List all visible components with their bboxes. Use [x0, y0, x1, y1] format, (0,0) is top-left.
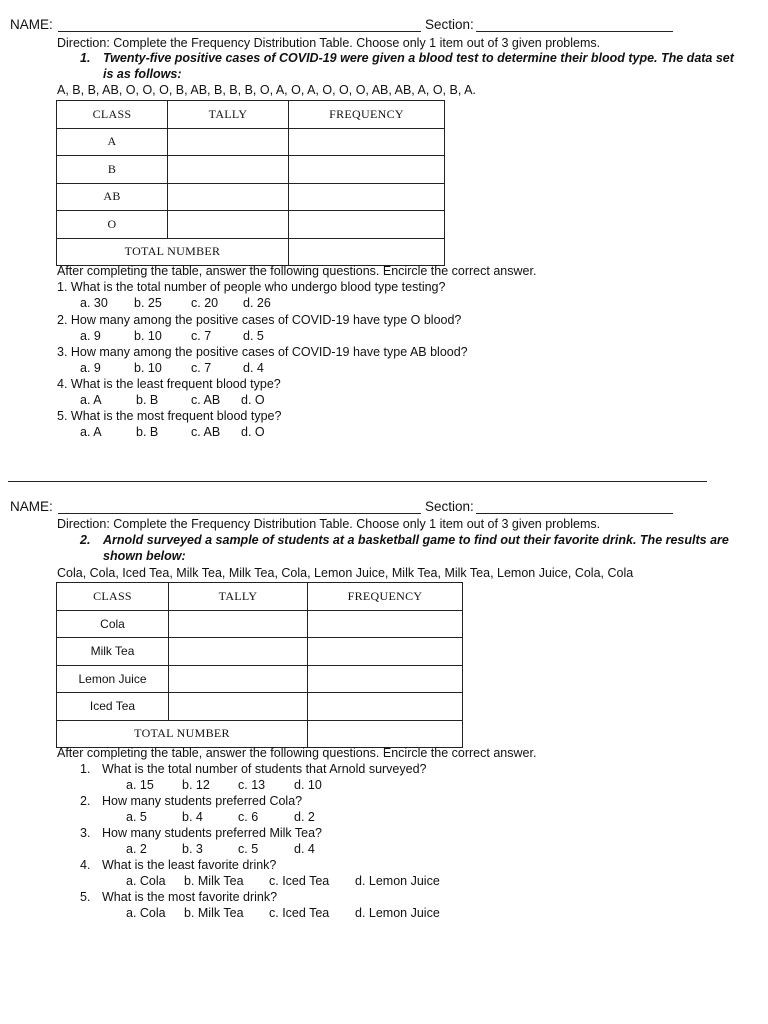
- header-tally: TALLY: [168, 101, 289, 129]
- cut-line-divider: [8, 481, 707, 482]
- direction-text: Direction: Complete the Frequency Distribution Table. Choose only 1 item out of 3 given problems.: [57, 36, 601, 50]
- problem-statement-line-2: is as follows:: [103, 67, 182, 81]
- choice-c[interactable]: c. 6: [238, 810, 259, 824]
- problem-statement-line-1: Twenty-five positive cases of COVID-19 were given a blood test to determine their blood type. The data set: [103, 51, 734, 65]
- choice-a[interactable]: a. Cola: [126, 906, 166, 920]
- choice-c[interactable]: c. 20: [191, 296, 219, 310]
- table-row: [57, 638, 463, 666]
- instructions: After completing the table, answer the following questions. Encircle the correct answer.: [57, 746, 537, 760]
- tally-cell[interactable]: [168, 156, 289, 184]
- choice-a[interactable]: a. 2: [126, 842, 147, 856]
- question-number: 2.: [80, 794, 91, 808]
- choice-c[interactable]: c. 7: [191, 329, 212, 343]
- name-label: NAME:: [10, 499, 53, 514]
- frequency-table: [56, 100, 445, 266]
- choice-a[interactable]: a. A: [80, 425, 102, 439]
- name-label: NAME:: [10, 17, 53, 32]
- table-total-row: [57, 238, 445, 266]
- question-4: What is the least favorite drink?: [102, 858, 277, 872]
- class-cell: Milk Tea: [57, 638, 169, 666]
- data-set: Cola, Cola, Iced Tea, Milk Tea, Milk Tea, Cola, Lemon Juice, Milk Tea, Milk Tea, Lemon Juice, Cola, Cola: [57, 566, 634, 580]
- table-row: [57, 156, 445, 184]
- choice-c[interactable]: c. 13: [238, 778, 266, 792]
- frequency-cell[interactable]: [308, 693, 463, 721]
- question-2: How many students preferred Cola?: [102, 794, 303, 808]
- total-cell[interactable]: [289, 238, 445, 266]
- choice-d[interactable]: d. 4: [294, 842, 315, 856]
- choice-b[interactable]: b. 10: [134, 329, 162, 343]
- tally-cell[interactable]: [168, 128, 289, 156]
- question-3: 3. How many among the positive cases of COVID-19 have type AB blood?: [57, 345, 468, 359]
- name-blank[interactable]: [58, 513, 421, 514]
- problem-number: 2.: [80, 533, 91, 547]
- table-row: [57, 183, 445, 211]
- tally-cell[interactable]: [169, 610, 308, 638]
- table-row: [57, 693, 463, 721]
- frequency-table: [56, 582, 463, 748]
- frequency-cell[interactable]: [289, 211, 445, 239]
- table-header-row: [57, 583, 463, 611]
- choice-a[interactable]: a. 30: [80, 296, 108, 310]
- choice-a[interactable]: a. 5: [126, 810, 147, 824]
- header-class: CLASS: [57, 101, 168, 129]
- question-3: How many students preferred Milk Tea?: [102, 826, 323, 840]
- choice-c[interactable]: c. 7: [191, 361, 212, 375]
- table-row: [57, 211, 445, 239]
- section-blank[interactable]: [476, 513, 673, 514]
- choice-d[interactable]: d. 4: [243, 361, 264, 375]
- frequency-cell[interactable]: [289, 128, 445, 156]
- total-cell[interactable]: [308, 720, 463, 748]
- total-label: TOTAL NUMBER: [57, 720, 308, 748]
- choice-c[interactable]: c. Iced Tea: [269, 874, 330, 888]
- tally-cell[interactable]: [168, 211, 289, 239]
- choice-a[interactable]: a. A: [80, 393, 102, 407]
- class-cell: AB: [57, 183, 168, 211]
- choice-b[interactable]: b. B: [136, 393, 159, 407]
- choice-d[interactable]: d. O: [241, 425, 265, 439]
- choice-a[interactable]: a. 15: [126, 778, 154, 792]
- name-blank[interactable]: [58, 31, 421, 32]
- tally-cell[interactable]: [169, 638, 308, 666]
- choice-d[interactable]: d. O: [241, 393, 265, 407]
- frequency-cell[interactable]: [289, 183, 445, 211]
- problem-number: 1.: [80, 51, 91, 65]
- problem-statement-line-2: shown below:: [103, 549, 186, 563]
- choice-b[interactable]: b. 4: [182, 810, 203, 824]
- frequency-cell[interactable]: [308, 610, 463, 638]
- question-number: 4.: [80, 858, 91, 872]
- choice-d[interactable]: d. Lemon Juice: [355, 906, 440, 920]
- class-cell: B: [57, 156, 168, 184]
- question-number: 5.: [80, 890, 91, 904]
- section-blank[interactable]: [476, 31, 673, 32]
- question-5: 5. What is the most frequent blood type?: [57, 409, 282, 423]
- choice-c[interactable]: c. AB: [191, 425, 221, 439]
- choice-c[interactable]: c. Iced Tea: [269, 906, 330, 920]
- question-1: 1. What is the total number of people who undergo blood type testing?: [57, 280, 446, 294]
- class-cell: Lemon Juice: [57, 665, 169, 693]
- direction-text: Direction: Complete the Frequency Distribution Table. Choose only 1 item out of 3 given problems.: [57, 517, 601, 531]
- section-label: Section:: [425, 499, 474, 514]
- question-number: 1.: [80, 762, 91, 776]
- choice-b[interactable]: b. 3: [182, 842, 203, 856]
- question-number: 3.: [80, 826, 91, 840]
- question-4: 4. What is the least frequent blood type?: [57, 377, 281, 391]
- table-row: [57, 128, 445, 156]
- choice-a[interactable]: a. 9: [80, 361, 101, 375]
- table-header-row: [57, 101, 445, 129]
- choice-c[interactable]: c. AB: [191, 393, 221, 407]
- table-total-row: [57, 720, 463, 748]
- class-cell: A: [57, 128, 168, 156]
- problem-statement-line-1: Arnold surveyed a sample of students at a basketball game to find out their favorite drink. The results are: [103, 533, 729, 547]
- question-1: What is the total number of students that Arnold surveyed?: [102, 762, 427, 776]
- instructions: After completing the table, answer the following questions. Encircle the correct answer.: [57, 264, 537, 278]
- header-tally: TALLY: [169, 583, 308, 611]
- choice-d[interactable]: d. Lemon Juice: [355, 874, 440, 888]
- choice-b[interactable]: b. 12: [182, 778, 210, 792]
- choice-a[interactable]: a. Cola: [126, 874, 166, 888]
- total-label: TOTAL NUMBER: [57, 238, 289, 266]
- header-frequency: FREQUENCY: [308, 583, 463, 611]
- tally-cell[interactable]: [169, 665, 308, 693]
- frequency-cell[interactable]: [289, 156, 445, 184]
- choice-d[interactable]: d. 10: [294, 778, 322, 792]
- question-2: 2. How many among the positive cases of COVID-19 have type O blood?: [57, 313, 462, 327]
- question-5: What is the most favorite drink?: [102, 890, 278, 904]
- header-class: CLASS: [57, 583, 169, 611]
- choice-b[interactable]: b. 25: [134, 296, 162, 310]
- choice-d[interactable]: d. 5: [243, 329, 264, 343]
- choice-b[interactable]: b. Milk Tea: [184, 874, 244, 888]
- class-cell: Cola: [57, 610, 169, 638]
- choice-b[interactable]: b. 10: [134, 361, 162, 375]
- section-label: Section:: [425, 17, 474, 32]
- class-cell: O: [57, 211, 168, 239]
- frequency-cell[interactable]: [308, 665, 463, 693]
- tally-cell[interactable]: [169, 693, 308, 721]
- table-row: [57, 665, 463, 693]
- header-frequency: FREQUENCY: [289, 101, 445, 129]
- frequency-cell[interactable]: [308, 638, 463, 666]
- choice-d[interactable]: d. 26: [243, 296, 271, 310]
- table-row: [57, 610, 463, 638]
- choice-b[interactable]: b. B: [136, 425, 159, 439]
- choice-d[interactable]: d. 2: [294, 810, 315, 824]
- choice-a[interactable]: a. 9: [80, 329, 101, 343]
- choice-c[interactable]: c. 5: [238, 842, 259, 856]
- data-set: A, B, B, AB, O, O, O, B, AB, B, B, B, O, A, O, A, O, O, O, AB, AB, A, O, B, A.: [57, 83, 476, 97]
- tally-cell[interactable]: [168, 183, 289, 211]
- choice-b[interactable]: b. Milk Tea: [184, 906, 244, 920]
- class-cell: Iced Tea: [57, 693, 169, 721]
